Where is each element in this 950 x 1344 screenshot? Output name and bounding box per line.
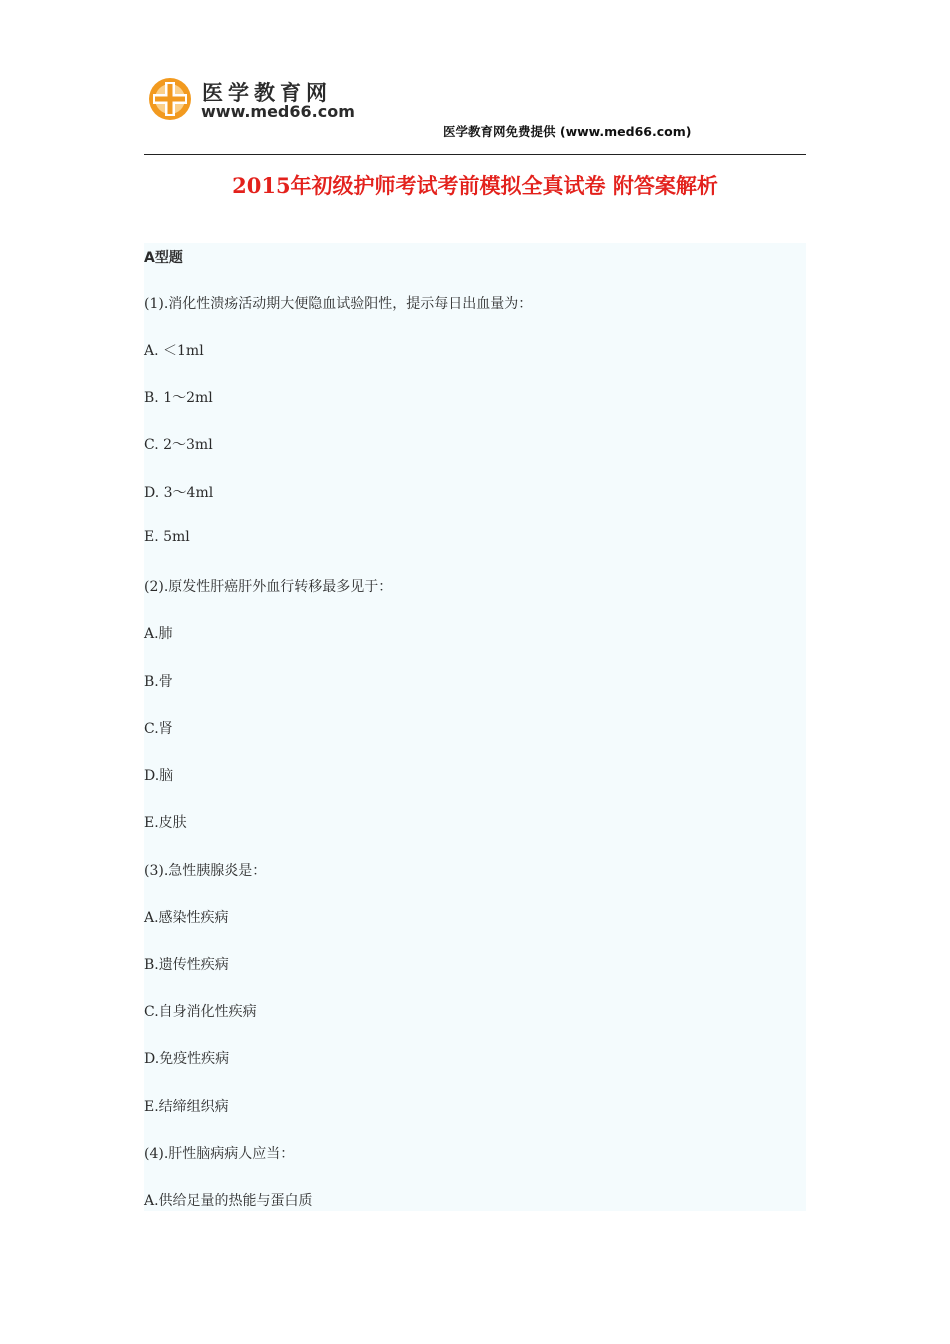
- option-item: D.脑: [144, 768, 174, 784]
- option-item: B.骨: [144, 674, 173, 690]
- page-title: 2015年初级护师考试考前模拟全真试卷 附答案解析: [232, 173, 718, 198]
- header-divider: [144, 154, 806, 155]
- option-item: C. 2～3ml: [144, 437, 213, 453]
- option-item: D. 3～4ml: [144, 485, 214, 501]
- option-item: B. 1～2ml: [144, 390, 213, 406]
- option-item: A.感染性疾病: [144, 910, 229, 926]
- question-stem: (3).急性胰腺炎是：: [144, 863, 267, 879]
- option-item: B.遗传性疾病: [144, 957, 229, 973]
- logo-url: www.med66.com: [201, 102, 355, 121]
- option-item: E.皮肤: [144, 815, 187, 831]
- option-item: A.供给足量的热能与蛋白质: [144, 1193, 313, 1209]
- option-item: E.结缔组织病: [144, 1099, 229, 1115]
- question-stem: (2).原发性肝癌肝外血行转移最多见于：: [144, 579, 393, 595]
- option-item: E. 5ml: [144, 529, 190, 545]
- question-stem: (1).消化性溃疡活动期大便隐血试验阳性，提示每日出血量为：: [144, 296, 533, 312]
- question-stem: (4).肝性脑病病人应当：: [144, 1146, 295, 1162]
- section-title: A型题: [144, 250, 183, 266]
- option-item: D.免疫性疾病: [144, 1051, 230, 1067]
- option-item: A.肺: [144, 626, 173, 642]
- option-item: C.肾: [144, 721, 173, 737]
- option-item: C.自身消化性疾病: [144, 1004, 257, 1020]
- option-item: A. ＜1ml: [144, 343, 204, 359]
- medical-cross-emblem-icon: [148, 76, 192, 122]
- question-area: [144, 243, 806, 1211]
- provided-by-text: 医学教育网免费提供 (www.med66.com): [443, 124, 692, 139]
- logo-name: 医学教育网: [202, 81, 332, 105]
